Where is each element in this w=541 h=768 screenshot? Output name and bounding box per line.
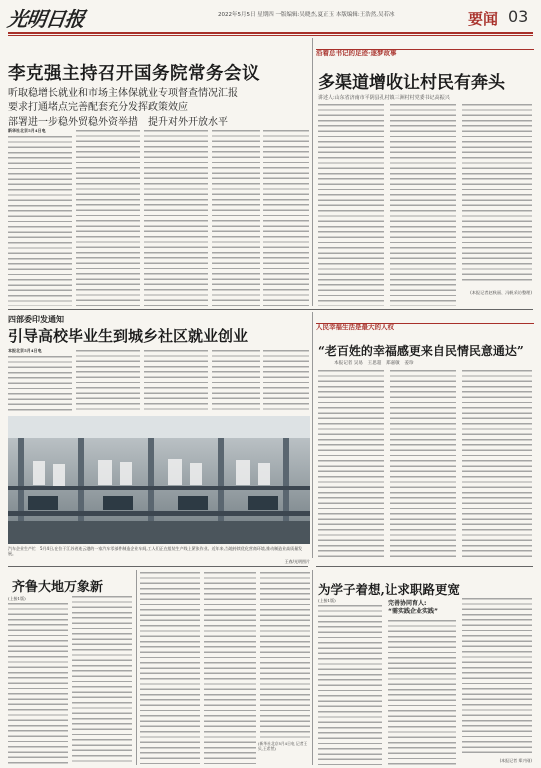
lead-subhead-3: 部署进一步稳外贸稳外资举措 提升对外开放水平: [8, 117, 228, 128]
bottom-left-col-2: [72, 596, 132, 765]
second-col-4: [212, 350, 260, 412]
bottom-left-headline: 齐鲁大地万象新: [12, 580, 104, 595]
bottom-right-box-title: 完善协同育人: “需实践企业实践”: [388, 600, 438, 615]
right-mid-col-2: [390, 370, 456, 558]
lead-body-col-5: [263, 130, 309, 306]
right-top-headline: 多渠道增收让村民有奔头: [318, 73, 505, 93]
bottom-right-col-1: [318, 605, 382, 765]
column-divider-mid: [312, 312, 313, 558]
second-col-5: [263, 350, 309, 412]
bottom-col-divider-1: [136, 570, 137, 765]
right-mid-byline: 本报记者 吴易 王思超 郑嘉敏 姜珍: [334, 361, 414, 366]
lower-divider-left: [8, 566, 308, 567]
right-mid-tag: 人民幸福生活是最大的人权: [316, 323, 394, 331]
right-mid-col-3: [462, 370, 532, 558]
right-mid-tag-bar: [316, 314, 534, 331]
bottom-mid-col-3: [260, 572, 310, 740]
second-col-1: [8, 356, 72, 412]
lead-body-col-2: [76, 130, 140, 306]
lead-body-col-4: [212, 130, 260, 306]
lead-body-col-1: [8, 136, 72, 306]
second-col-2: [76, 350, 140, 412]
bottom-mid-col-1: [140, 572, 200, 765]
masthead-meta: 2022年5月5日 星期四 一版编辑:吴晓杰,夏正玉 本版编辑:王浩然,吴若冰: [218, 12, 395, 18]
section-tag: 要闻: [468, 10, 499, 28]
bottom-right-col-3: [462, 598, 532, 756]
right-top-col-3: [462, 104, 532, 284]
factory-photo: [8, 416, 310, 544]
right-top-credit: (本报记者赵秋丽、冯帆采访整理): [470, 290, 532, 295]
top-rule: [8, 32, 533, 34]
lead-headline: 李克强主持召开国务院常务会议: [8, 64, 260, 84]
column-divider: [312, 38, 313, 306]
bottom-mid-note: (新华社北京5月4日电 记者王贝,王希然): [258, 741, 308, 751]
right-top-tag-bar: [316, 40, 534, 57]
bottom-col-divider-2: [312, 570, 313, 765]
section-divider: [8, 309, 533, 310]
right-top-col-1: [318, 104, 384, 306]
right-top-byline: 讲述人:山东省济南市平阴县孔村镇三洲村村党委书记高振兴: [318, 95, 450, 101]
right-top-col-2: [390, 104, 456, 306]
top-rule-thin: [8, 35, 533, 36]
lead-subhead-2: 要求打通堵点完善配套充分发挥政策效应: [8, 102, 188, 113]
right-mid-col-1: [318, 370, 384, 558]
second-headline: 引导高校毕业生到城乡社区就业创业: [8, 327, 249, 345]
page-number: 03: [508, 7, 529, 26]
lower-divider-right: [316, 566, 533, 567]
photo-credit: 王春/光明图片: [284, 559, 310, 564]
bottom-left-col-1: [8, 603, 68, 765]
right-top-tag: 沿着总书记的足迹·逐梦故事: [316, 49, 397, 57]
bottom-left-dateline: (上接1版): [8, 596, 26, 601]
bottom-right-col-2: [388, 620, 456, 765]
bottom-right-credit: (本报记者 郑兴刚): [499, 758, 532, 763]
masthead-logo: 光明日报: [6, 7, 86, 31]
lead-dateline: 新华社北京5月4日电: [8, 128, 46, 133]
bottom-right-dateline: (上接1版): [318, 598, 336, 603]
lead-subhead-1: 听取稳增长就业和市场主体保就业专项督查情况汇报: [8, 88, 238, 99]
bottom-right-headline: 为学子着想,让求职路更宽: [318, 582, 460, 597]
factory-photo-image: [8, 416, 310, 544]
lead-body-col-3: [144, 130, 208, 306]
right-mid-headline: “老百姓的幸福感更来自民情民意通达”: [318, 344, 524, 358]
second-dateline: 本报北京5月4日电: [8, 348, 42, 353]
second-col-3: [144, 350, 208, 412]
photo-caption: 汽车企业生产忙 5月4日,在位于江苏省连云港的一家汽车零部件制造企业车间,工人们正在组装生产线上紧张作业。近年来,当地持续优化营商环境,推动制造业高质量发展。: [8, 546, 303, 556]
second-kicker: 四部委印发通知: [8, 315, 64, 324]
bottom-mid-col-2: [204, 572, 256, 765]
